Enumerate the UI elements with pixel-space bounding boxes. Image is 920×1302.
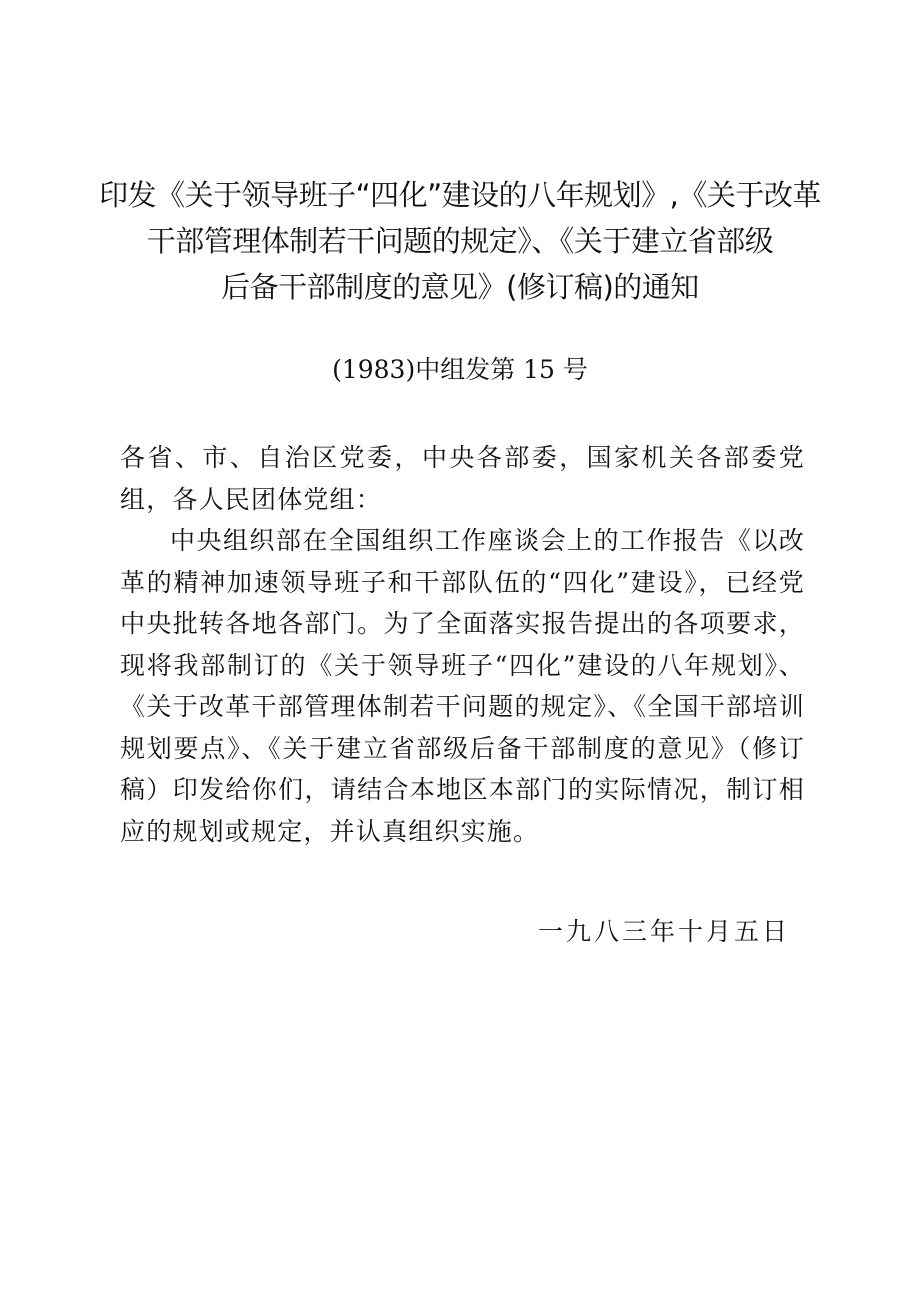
title-line-2: 干部管理体制若干问题的规定》、《关于建立省部级 [146,224,774,258]
document-date: 一九八三年十月五日 [537,917,790,946]
body-paragraph: 中央组织部在全国组织工作座谈会上的工作报告《以改革的精神加速领导班子和干部队伍的“四化”建设》，已经党中央批转各地各部门。为了全面落实报告提出的各项要求，现将我部制订的《关于领导班子“四化”建设的八年规划》、《关于改革干部管理体制若干问题的规定》、《全国干部培训规划要点》、《关于建立省部级后备干部制度的意见》（修订稿）印发给你们，请结合本地区本部门的实际情况，制订相应的规划或规定，并认真组织实施。 [120,526,805,846]
document-number: (1983)中组发第 15 号 [332,355,588,384]
document-body [120,437,805,852]
title-line-3: 后备干部制度的意见》(修订稿)的通知 [221,270,699,304]
title-line-1: 印发《关于领导班子“四化”建设的八年规划》,《关于改革 [99,178,821,212]
addressee-line: 各省、市、自治区党委，中央各部委，国家机关各部委党组，各人民团体党组： [120,443,805,514]
document-title [80,172,840,310]
